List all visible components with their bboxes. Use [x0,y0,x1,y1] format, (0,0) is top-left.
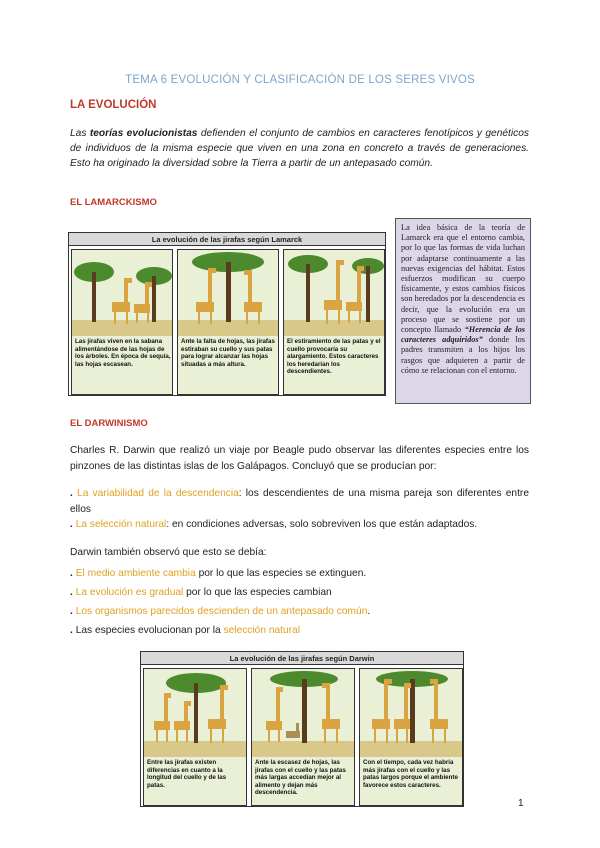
giraffe-illustration [360,669,463,757]
darwin-cause-item: . La evolución es gradual por lo que las especies cambian [70,587,332,598]
darwin-cause-item: . El medio ambiente cambia por lo que las especies se extinguen. [70,568,367,579]
lamarck-panel-1 [71,249,173,395]
section-heading-darwinismo: EL DARWINISMO [70,418,148,429]
darwin-panel-2 [251,668,355,806]
darwin-figure-title: La evolución de las jirafas según Darwin [141,652,463,665]
giraffe-illustration [72,250,173,336]
giraffe-illustration [252,669,355,757]
darwin-panel-3-text: Con el tiempo, cada vez habría más jirafas con el cuello y las patas largos porque el ambiente favorece estos caracteres. [363,759,458,789]
lamarck-figure-title: La evolución de las jirafas según Lamarck [69,233,385,246]
section-heading-evolucion: LA EVOLUCIÓN [70,99,157,111]
lamarck-panel-3-text: El estiramiento de las patas y el cuello provocaría su alargamiento. Estos caracteres los heredarían los descendientes. [287,338,381,376]
lamarck-summary-box: La idea básica de la teoría de Lamarck era que el entorno cambia, por lo que las formas de vida luchan por adaptarse continuamente a las nuevas exigencias del hábitat. Estos esfuerzos modifican su cuerpo físicamente, y estos cambios físicos son heredados por la descendencia es decir, que la evolución era un proceso que se sostiene por un concepto llamado “Herencia de los caracteres adquiridos” donde los padres transmiten a los hijos los rasgos que adquieren a partir de cómo se relacionan con el entorno. [395,218,531,404]
lamarck-panel-1-text: Las jirafas viven en la sabana alimentándose de las hojas de los árboles. En época de sequía, las hojas escasean. [75,338,171,368]
document-title: TEMA 6 EVOLUCIÓN Y CLASIFICACIÓN DE LOS SERES VIVOS [125,74,475,86]
section-heading-lamarckismo: EL LAMARCKISMO [70,197,157,208]
darwin-cause-item: . Los organismos parecidos descienden de un antepasado común. [70,606,371,617]
darwin-list-item: . La selección natural: en condiciones adversas, solo sobreviven los que están adaptados. [70,519,478,530]
lamarck-panel-2 [177,249,279,395]
darwin-list-item: . La variabilidad de la descendencia: los descendientes de una misma pareja son diferentes entre ellos [70,488,529,515]
darwin-paragraph: Charles R. Darwin que realizó un viaje por Beagle pudo observar las diferentes especies entre los pinzones de las distintas islas de los Galápagos. Concluyó que se producían por: [70,445,529,472]
page-number: 1 [518,798,524,809]
darwin-paragraph-2: Darwin también observó que esto se debía: [70,547,267,558]
darwin-panel-1 [143,668,247,806]
darwin-cause-item: . Las especies evolucionan por la selección natural [70,625,300,636]
lamarck-panel-3 [283,249,385,395]
darwin-figure [140,651,464,807]
darwin-panel-2-text: Ante la escasez de hojas, las jirafas con el cuello y las patas más largas accedían mejor al alimento y dejan más descendencia. [255,759,346,797]
darwin-panel-3 [359,668,463,806]
lamarck-panel-2-text: Ante la falta de hojas, las jirafas estiraban su cuello y sus patas para lograr alcanzar las hojas situadas a más altura. [181,338,275,368]
intro-paragraph: Las teorías evolucionistas defienden el conjunto de cambios en caracteres fenotípicos y genéticos de individuos de la misma especie que viven en una zona en concreto a través de generaciones. Esto ha originado la diversidad sobre la Tierra a partir de un antepasado común. [70,128,530,169]
giraffe-illustration [144,669,247,757]
giraffe-illustration [178,250,279,336]
lamarck-figure [68,232,386,396]
darwin-panel-1-text: Entre las jirafas existen diferencias en cuanto a la longitud del cuello y de las patas. [147,759,227,789]
giraffe-illustration [284,250,385,336]
